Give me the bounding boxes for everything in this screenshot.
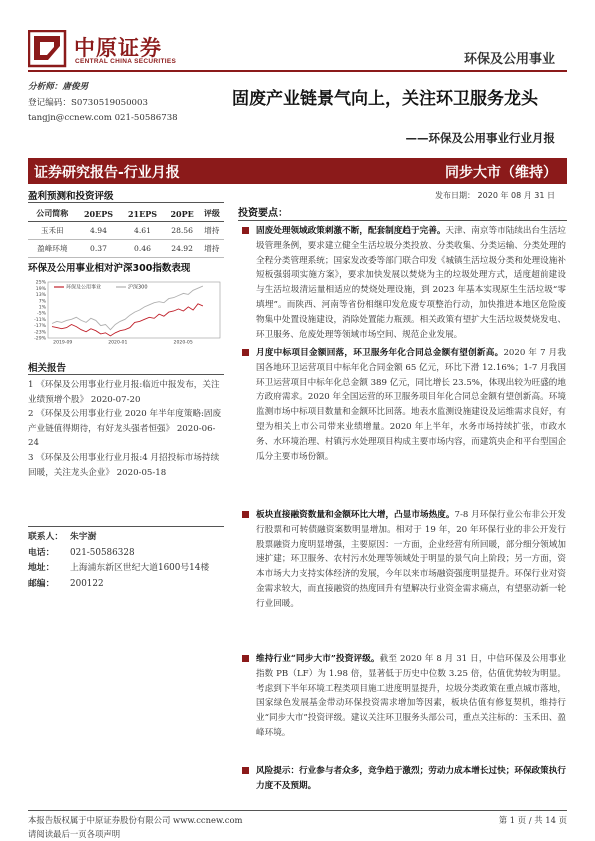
y-tick-label: -23% [34,330,46,336]
point-lead: 固废处理领域政策刺激不断，配套制度趋于完善。 [256,226,446,236]
point-lead: 月度中标项目金额回落，环卫服务年化合同总金额有望创新高。 [256,348,504,358]
company-logo [28,30,188,70]
contact-block [28,530,224,592]
eps-col-header: 20EPS [77,206,121,222]
reports-heading-rule [28,374,224,375]
point-body: 截至 2020 年 8 月 31 日，中信环保及公用事业指数 PB（LF）为 1.98 倍，显著低于历史中位数 3.25 倍，估值优势较为明显。考虑到下半年环境工程类项目施工进度明显提升，垃圾分类政策在重点城市落地，国家绿色发展基金带动环保投资需求增加等因素，板块估值有修复契机，维持行业“同步大市”投资评级。建议关注环卫服务头部公司，重点关注标的：玉禾田、盈峰环境。 [256,654,566,738]
x-tick-label: 2020-05 [173,340,193,344]
point-lead: 板块直接融资数量和金额环比大增，凸显市场热度。 [256,510,455,520]
point-lead: 维持行业“同步大市”投资评级。 [256,654,380,664]
table-row [28,240,224,258]
logo-en-text: CENTRAL CHINA SECURITIES [75,58,177,65]
bullet-icon [242,655,249,662]
zip-label: 邮编： [28,578,55,589]
header-sector-title: 环保及公用事业 [463,52,555,67]
investment-point [242,224,566,342]
y-tick-label: 25% [35,280,46,286]
bullet-icon [242,349,249,356]
table-cell: 盈峰环境 [28,240,77,258]
y-tick-label: -29% [34,336,46,342]
list-item[interactable]: 3 《环保及公用事业行业月报:4 月招投标市场持续回暖，关注龙头企业》 2020-05-18 [28,452,220,478]
contact-rule [28,526,224,527]
report-title: 固废产业链景气向上，关注环卫服务龙头 [232,89,538,109]
reports-heading: 相关报告 [28,363,67,374]
reg-label: 登记编码： [28,97,71,108]
y-tick-label: 19% [35,286,46,292]
bullet-icon [242,767,249,774]
table-cell: 4.94 [77,222,121,240]
investment-point [242,652,566,741]
header-divider [28,70,567,72]
bullet-icon [242,511,249,518]
point-body: 7-8 月环保行业公布非公开发行股票和可转债融资案数明显增加。相对于 19 年，20 年环保行业的非公开发行股票融资力度明显增强，主要原因：一方面，企业经营有所回暖，部分细分领域加速扩建；环卫服务、农村污水处理等领域处于明显的景气向上阶段；另一方面，资本市场大力支持实体经济的发展，今年以来市场融资强度明显提升。环保行业对资金需求较大，而直接融资的热度回升有望解决行业资金需求痛点，有望驱动新一轮行业回暖。 [256,510,566,609]
analyst-contact: tangjn@ccnew.com 021-50586738 [28,113,178,123]
point-body: 天津、南京等市陆续出台生活垃圾管理条例，要求建立健全生活垃圾分类投放、分类收集、分类运输、分类处理的全程分类管理系统；国家发改委等部门联合印发《城镇生活垃圾分类和处理设施补短板强弱项实施方案》，要求加快发展以焚烧为主的垃圾处理方式，适度超前建设与生活垃圾清运量相适应的焚烧处理设施，到 2023 年基本实现原生生活垃圾“零填埋”。而陕西、河南等省份相继印发危废专项整治行动，加快推进本地区危险废物集中处置设施建设，消除处置能力瓶颈。相关政策有望扩大生活垃圾焚烧发电、环卫服务、危废处理等领域市场空间、规范企业发展。 [256,226,566,340]
y-tick-label: -11% [34,317,46,323]
footer-copyright: 本报告版权属于中原证券股份有限公司 www.ccnew.com [28,815,243,825]
legend-label: 沪深300 [128,284,148,291]
report-type: 证券研究报告-行业月报 [34,165,180,181]
chart-heading: 环保及公用事业相对沪深300指数表现 [28,263,191,274]
report-banner [28,158,567,184]
point-lead: 风险提示：行业参与者众多，竞争趋于激烈；劳动力成本增长过快；环保政策执行力度不及预期。 [256,766,566,791]
contact-person-label: 联系人： [28,532,64,542]
x-tick-label: 2020-01 [108,340,128,344]
y-tick-label: 1% [38,305,46,311]
eps-header-row [28,206,224,222]
eps-heading-rule [28,202,224,203]
rating: 同步大市（维持） [445,165,557,181]
table-cell: 玉禾田 [28,222,77,240]
eps-col-header: 评级 [200,206,224,222]
investment-point [242,346,566,464]
address-value: 上海浦东新区世纪大道1600号14楼 [70,563,210,574]
investment-heading: 投资要点： [238,208,288,219]
phone-value: 021-50586328 [70,547,135,558]
table-row [28,222,224,240]
performance-chart [28,278,224,344]
footer-rule [28,810,567,811]
analyst-info [28,80,178,127]
footer-disclaimer-link[interactable]: 请阅读最后一页各项声明 [28,829,121,839]
eps-heading: 盈利预测和投资评级 [28,191,114,202]
eps-col-header: 20PE [165,206,200,222]
eps-table [28,206,224,258]
analyst-name: 唐俊男 [62,82,89,92]
point-body: 2020 年 7 月我国各地环卫运营项目中标年化合同金额 65 亿元，环比下滑 12.16%；1-7 月我国环卫运营项目中标年化总金额 389 亿元，同比增长 23.5%，体现出较为旺盛的地方政府需求。2020 年全国运营的环卫服务项目年化合同总金额有望创新高。环境监测市场中标项目数量和金额环比回落。地表水监测设施建设及运维需求良好，有望为相关上市公司带来业绩增量。2020 年上半年，水务市场持续扩张，市政水务、水环境治理、村镇污水处理项目构成主要市场内容，而建筑央企和平台型国企瓜分主要市场份额。 [256,348,566,462]
phone-label: 电话： [28,547,55,558]
report-subtitle: ——环保及公用事业行业月报 [405,131,555,145]
contact-person: 朱宇澍 [70,532,97,542]
publish-date: 发布日期： 2020 年 08 月 31 日 [435,191,555,200]
list-item[interactable]: 1 《环保及公用事业行业月报:临近中报发布，关注业绩预增个股》 2020-07-20 [28,380,220,405]
eps-col-header: 公司简称 [28,206,77,222]
address-label: 地址： [28,563,55,574]
table-cell: 28.56 [165,222,200,240]
x-tick-label: 2019-09 [53,340,73,344]
legend-label: 环保及公用事业 [66,284,102,291]
analyst-label: 分析师： [28,82,63,92]
investment-point [242,508,566,612]
related-reports-list [28,378,224,480]
investment-heading-rule [238,220,567,221]
y-tick-label: -17% [34,324,46,330]
investment-point [242,764,566,794]
table-cell: 0.37 [77,240,121,258]
series-line [52,304,203,336]
reg-number: S0730519050003 [70,97,148,108]
logo-mark-icon [28,30,68,68]
y-tick-label: 13% [35,293,46,299]
table-cell: 4.61 [121,222,165,240]
page-number: 第 1 页 / 共 14 页 [498,815,567,825]
table-cell: 24.92 [165,240,200,258]
table-cell: 增持 [200,222,224,240]
series-line [52,286,203,330]
table-cell: 增持 [200,240,224,258]
logo-cn-text: 中原证券 [74,36,162,60]
table-cell: 0.46 [121,240,165,258]
zip-value: 200122 [70,578,104,589]
y-tick-label: -5% [37,311,46,317]
eps-col-header: 21EPS [121,206,165,222]
list-item[interactable]: 2 《环保及公用事业行业 2020 年半年度策略:固废产业链值得期待，有好龙头强者恒强》 2020-06-24 [28,409,222,449]
bullet-icon [242,227,249,234]
y-tick-label: 7% [38,299,46,305]
